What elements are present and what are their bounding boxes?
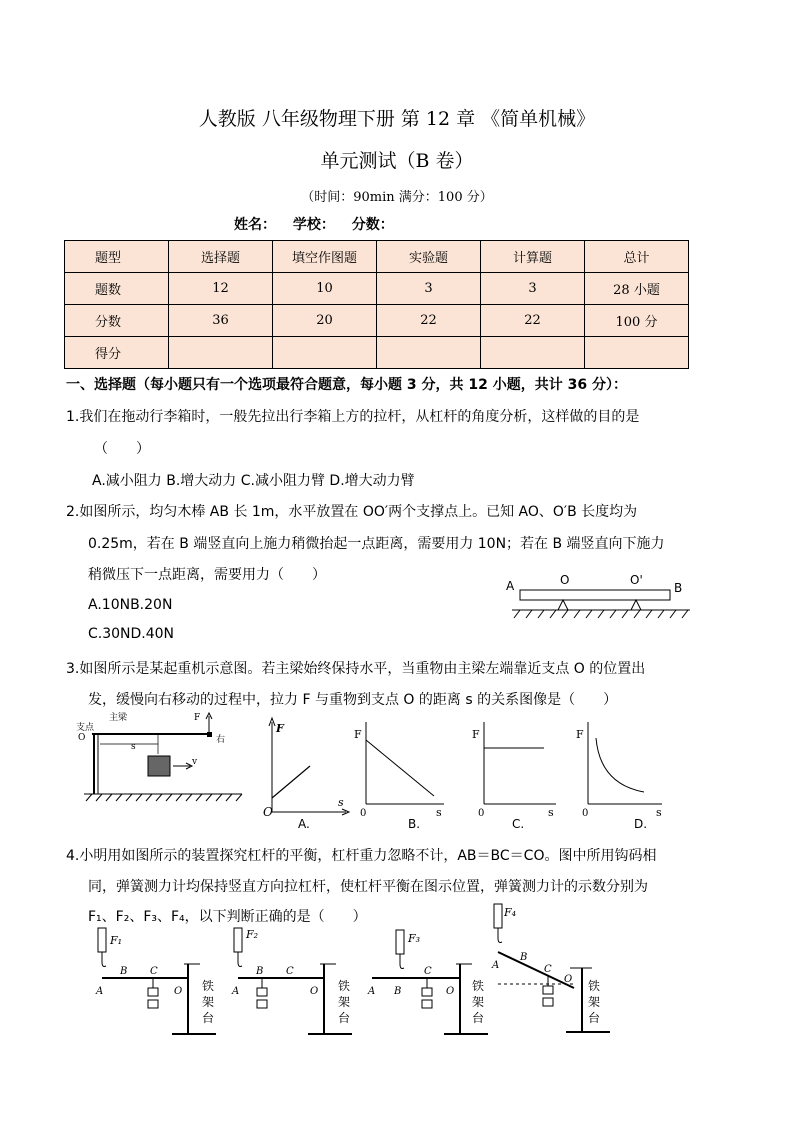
support-o (558, 600, 568, 610)
label-o: O (560, 573, 570, 587)
table-cell: 22 (481, 305, 585, 337)
table-cell: 题型 (65, 241, 169, 273)
weight-2 (148, 1000, 158, 1008)
table-cell: 10 (273, 273, 377, 305)
axis-f: F (576, 728, 584, 741)
label-right: 右 (216, 735, 226, 745)
table-cell: 总计 (585, 241, 689, 273)
ground-hatch (514, 610, 688, 618)
axis-s: s (548, 806, 554, 819)
table-row (65, 305, 689, 337)
origin: 0 (582, 808, 589, 819)
hook (102, 952, 106, 967)
option-d-label: D. (634, 817, 648, 831)
time-info: （时间：90min 满分：100 分） (301, 190, 493, 205)
weight-2 (543, 998, 553, 1006)
q2-line-1: 2.如图所示，均匀木棒 AB 长 1m，水平放置在 OO′两个支撑点上。已知 AO、O′B 长度均为 (66, 504, 638, 520)
title-line-1: 人教版 八年级物理下册 第 12 章 《简单机械》 (198, 108, 596, 130)
stand-label-1: 铁 (588, 979, 601, 993)
weight-1 (257, 988, 267, 996)
label-a: A (368, 986, 376, 997)
label-pivot: 支点 (76, 723, 95, 733)
crane-figure (76, 708, 246, 802)
stand-label-2: 架 (588, 995, 601, 1009)
q1-line-1: 1.我们在拖动行李箱时，一般先拉出行李箱上方的拉杆，从杠杆的角度分析，这样做的目的是 (66, 409, 640, 425)
q4-line-2: 同，弹簧测力计均保持竖直方向拉杠杆，使杠杆平衡在图示位置，弹簧测力计的示数分别为 (88, 879, 648, 895)
weight-1 (422, 988, 432, 996)
spring-scale (234, 928, 242, 952)
lever-diagram-1 (90, 924, 225, 1042)
stand-label-1: 铁 (472, 979, 485, 993)
table-cell: 28 小题 (585, 273, 689, 305)
lever-diagram-4 (490, 898, 616, 1038)
label-o: O (78, 733, 86, 743)
label-c: C (150, 966, 158, 977)
axis-f: F (276, 722, 284, 735)
stand-label-2: 架 (338, 995, 351, 1009)
label-force: F₄ (504, 906, 517, 919)
label-o-prime: O' (630, 573, 643, 587)
label-a: A (232, 986, 240, 997)
name-label: 姓名： (234, 217, 276, 233)
label-c: C (424, 966, 432, 977)
support-o-prime (631, 600, 641, 610)
label-a: A (96, 986, 104, 997)
label-force: F₃ (408, 932, 421, 945)
title-line-2: 单元测试（B 卷） (320, 150, 474, 172)
label-force: F₁ (110, 934, 123, 947)
axis-f: F (354, 728, 362, 741)
table-cell: 12 (169, 273, 273, 305)
label-o: O (174, 986, 183, 997)
score-table (64, 240, 689, 369)
table-cell: 100 分 (585, 305, 689, 337)
spring-scale (396, 930, 404, 954)
spring-scale (98, 928, 106, 952)
label-o: O (446, 986, 455, 997)
graph-curve (596, 738, 644, 792)
table-cell: 选择题 (169, 241, 273, 273)
graph-line (272, 766, 310, 798)
option-b-label: B. (408, 817, 421, 831)
lever-diagram-3 (364, 924, 494, 1042)
option-c-label: C. (512, 817, 525, 831)
axis-s: s (656, 806, 662, 819)
table-cell: 3 (377, 273, 481, 305)
stand-label-1: 铁 (202, 979, 215, 993)
q2-line-2: 0.25m，若在 B 端竖直向上施力稍微抬起一点距离，需要用力 10N；若在 B 端竖直向下施力 (88, 536, 665, 552)
table-row (65, 273, 689, 305)
table-cell: 填空作图题 (273, 241, 377, 273)
table-cell: 分数 (65, 305, 169, 337)
label-o: O (310, 986, 319, 997)
table-cell (481, 337, 585, 369)
q2-figure (500, 568, 700, 632)
stand-label-2: 架 (472, 995, 485, 1009)
q3-line-2: 发，缓慢向右移动的过程中，拉力 F 与重物到支点 O 的距离 s 的关系图像是（ ） (88, 692, 618, 708)
q3-line-1: 3.如图所示是某起重机示意图。若主梁始终保持水平，当重物由主梁左端靠近支点 O 的位置出 (66, 661, 646, 677)
table-cell: 题数 (65, 273, 169, 305)
table-cell: 22 (377, 305, 481, 337)
origin: 0 (360, 808, 367, 819)
table-cell: 36 (169, 305, 273, 337)
q1-line-2: （ ） (94, 441, 150, 457)
table-cell (169, 337, 273, 369)
weight-1 (148, 988, 158, 996)
beam-end (207, 732, 212, 737)
axis-s: s (436, 806, 442, 819)
hook (238, 952, 242, 967)
label-c: C (286, 966, 294, 977)
q4-line-1: 4.小明用如图所示的装置探究杠杆的平衡，杠杆重力忽略不计，AB＝BC＝CO。图中所用钩码相 (66, 848, 657, 864)
ground-hatch (86, 794, 242, 801)
hook (498, 928, 502, 943)
origin: 0 (478, 808, 485, 819)
stand-label-3: 台 (338, 1011, 351, 1025)
weight-1 (543, 986, 553, 994)
graph-a (258, 712, 352, 832)
label-b: B (520, 952, 528, 963)
school-label: 学校： (292, 217, 335, 233)
label-a: A (492, 960, 500, 971)
label-b: B (394, 986, 402, 997)
origin: O (263, 805, 273, 819)
lever-diagram-2 (226, 924, 361, 1042)
table-cell (377, 337, 481, 369)
stand-label-3: 台 (202, 1011, 215, 1025)
stand-label-3: 台 (472, 1011, 485, 1025)
wooden-rod (520, 590, 670, 600)
table-cell: 20 (273, 305, 377, 337)
table-cell: 3 (481, 273, 585, 305)
label-a: A (506, 579, 515, 593)
table-row (65, 337, 689, 369)
label-b: B (674, 581, 683, 595)
label-o: O (564, 974, 573, 985)
q2-line-3: 稍微压下一点距离，需要用力（ ） (88, 567, 326, 583)
stand-label-1: 铁 (338, 979, 351, 993)
graph-line (366, 740, 434, 796)
option-a-label: A. (298, 817, 310, 831)
stand-label-2: 架 (202, 995, 215, 1009)
q2-options-cd: C.30ND.40N (88, 626, 175, 642)
label-b: B (256, 966, 264, 977)
graph-d (572, 712, 672, 832)
label-c: C (544, 964, 552, 975)
weight-2 (257, 1000, 267, 1008)
heavy-load (148, 756, 170, 776)
q4-line-3: F₁、F₂、F₃、F₄，以下判断正确的是（ ） (88, 909, 367, 925)
tilted-lever (498, 952, 574, 988)
label-b: B (120, 966, 128, 977)
hook (400, 954, 404, 969)
spring-scale (494, 904, 502, 928)
label-force: F₂ (246, 928, 259, 941)
graph-b (352, 712, 452, 832)
table-row (65, 241, 689, 273)
axis-s: s (338, 796, 344, 809)
weight-2 (422, 1000, 432, 1008)
label-v: v (192, 757, 198, 767)
table-cell: 计算题 (481, 241, 585, 273)
graph-c (468, 712, 568, 832)
table-cell: 实验题 (377, 241, 481, 273)
q2-options-ab: A.10NB.20N (88, 597, 173, 613)
student-info (234, 214, 406, 234)
label-f: F (194, 713, 201, 723)
label-beam: 主梁 (109, 713, 128, 723)
score-label: 分数： (351, 217, 394, 233)
table-cell: 得分 (65, 337, 169, 369)
stand-label-3: 台 (588, 1011, 601, 1025)
section-heading: 一、选择题（每小题只有一个选项最符合题意，每小题 3 分，共 12 小题，共计 36 分）： (66, 377, 627, 393)
label-s: s (131, 742, 136, 752)
table-cell (273, 337, 377, 369)
axis-f: F (472, 728, 480, 741)
table-cell (585, 337, 689, 369)
q1-options: A.减小阻力 B.增大动力 C.减小阻力臂 D.增大动力臂 (92, 473, 415, 489)
